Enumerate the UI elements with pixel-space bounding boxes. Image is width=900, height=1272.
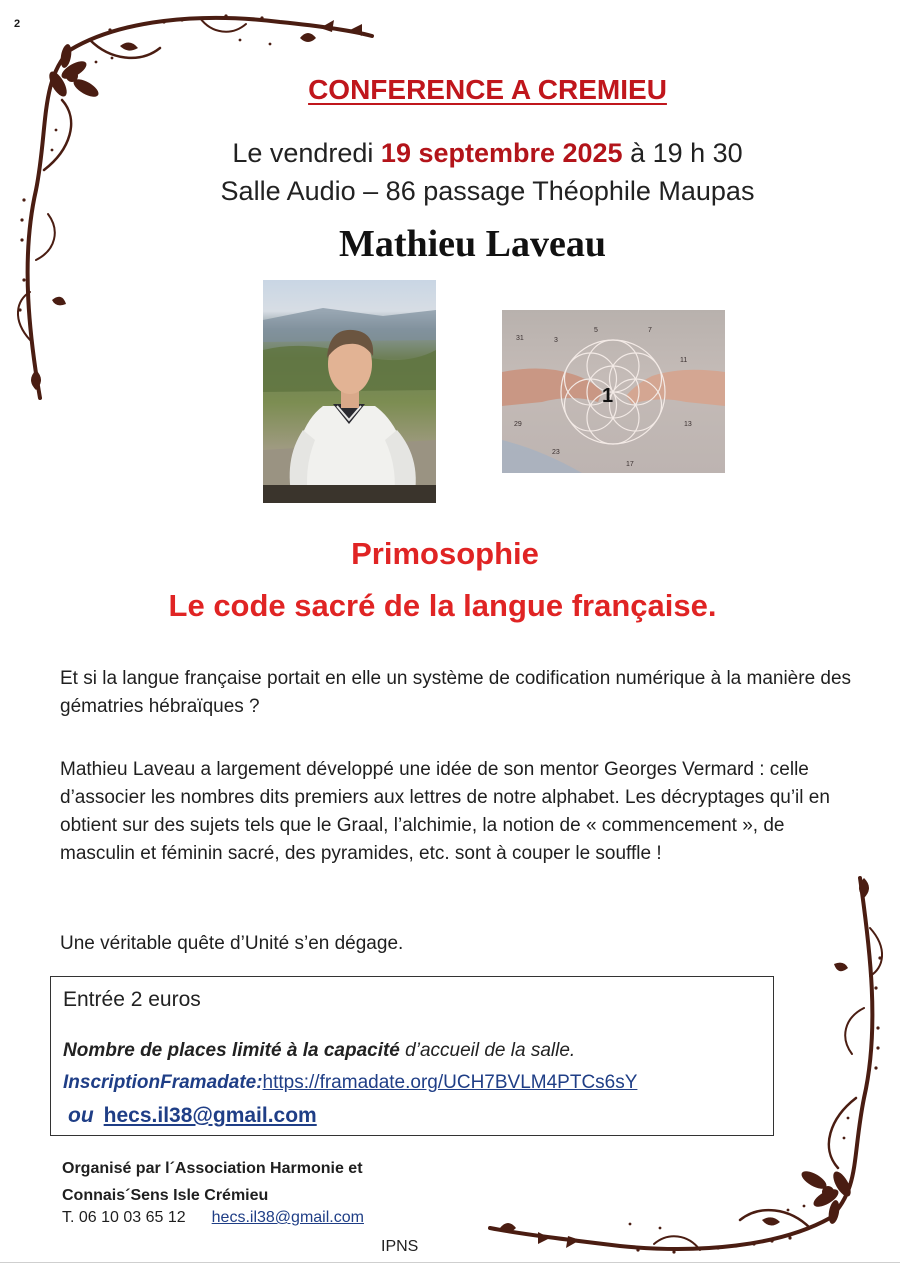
organizer-line-1: Organisé par l´Association Harmonie et: [62, 1160, 363, 1177]
subtitle-primosophie: Primosophie: [351, 536, 539, 571]
email-link[interactable]: hecs.il38@gmail.com: [103, 1104, 317, 1127]
contact-line: [62, 1209, 364, 1227]
flower-of-life-illustration: [502, 310, 725, 473]
number-label: 29: [514, 421, 522, 428]
number-label: 31: [516, 335, 524, 342]
number-label: 23: [552, 449, 560, 456]
page-number: 2: [14, 18, 21, 30]
capacity-rest: d’accueil de la salle.: [399, 1040, 576, 1061]
phone-number: T. 06 10 03 65 12: [62, 1209, 186, 1226]
capacity-note: [63, 1040, 575, 1062]
number-label: 7: [648, 327, 652, 334]
date-line: [0, 138, 900, 169]
venue: Salle Audio – 86 passage Théophile Maupas: [220, 176, 755, 206]
inscription-line: [63, 1072, 637, 1094]
subtitle-sacred-code: Le code sacré de la langue française.: [168, 588, 717, 623]
title-text: CONFERENCE A CREMIEU: [308, 74, 667, 105]
speaker-name: Mathieu Laveau: [338, 223, 607, 265]
date-prefix: Le vendredi: [232, 138, 381, 168]
or-label: ou: [68, 1104, 94, 1127]
closing-paragraph: Une véritable quête d’Unité s’en dégage.: [60, 933, 404, 954]
inscription-label: InscriptionFramadate:: [63, 1072, 263, 1093]
framadate-link[interactable]: https://framadate.org/UCH7BVLM4PTCs6sY: [262, 1072, 638, 1093]
capacity-bold: Nombre de places limité à la capacité: [63, 1040, 400, 1061]
footer-ipns: IPNS: [381, 1238, 419, 1255]
speaker-photo-illustration: [263, 280, 436, 503]
event-date: 19 septembre 2025: [380, 138, 623, 168]
speaker-photo: [263, 280, 436, 503]
page-bottom-edge: [0, 1262, 900, 1263]
intro-paragraph: Et si la langue française portait en elle un système de codification numérique à la manière des gématries hébraïques ?: [60, 668, 852, 717]
description-paragraph: Mathieu Laveau a largement développé une idée de son mentor Georges Vermard : celle d’associer les nombres dits premiers aux lettres de notre alphabet. Les décryptages qu’il en obtient sur des sujets tels que le Graal, l’alchimie, la notion de « commencement », de masculin et féminin sacré, des pyramides, etc. sont à couper le souffle !: [60, 759, 830, 864]
center-number: 1: [602, 385, 614, 407]
organizer-email-link[interactable]: hecs.il38@gmail.com: [211, 1209, 364, 1226]
number-label: 3: [554, 337, 558, 344]
email-line: [68, 1104, 317, 1128]
entry-price: Entrée 2 euros: [63, 988, 201, 1011]
number-label: 13: [684, 421, 692, 428]
number-label: 17: [626, 461, 634, 468]
number-label: 11: [680, 357, 688, 364]
organizer: [62, 1155, 462, 1209]
date-suffix: à 19 h 30: [622, 138, 743, 168]
organizer-line-2: Connais´Sens Isle Crémieu: [62, 1187, 269, 1204]
flower-of-life-image: [502, 310, 725, 473]
page-title: [0, 74, 900, 106]
number-label: 5: [594, 327, 598, 334]
